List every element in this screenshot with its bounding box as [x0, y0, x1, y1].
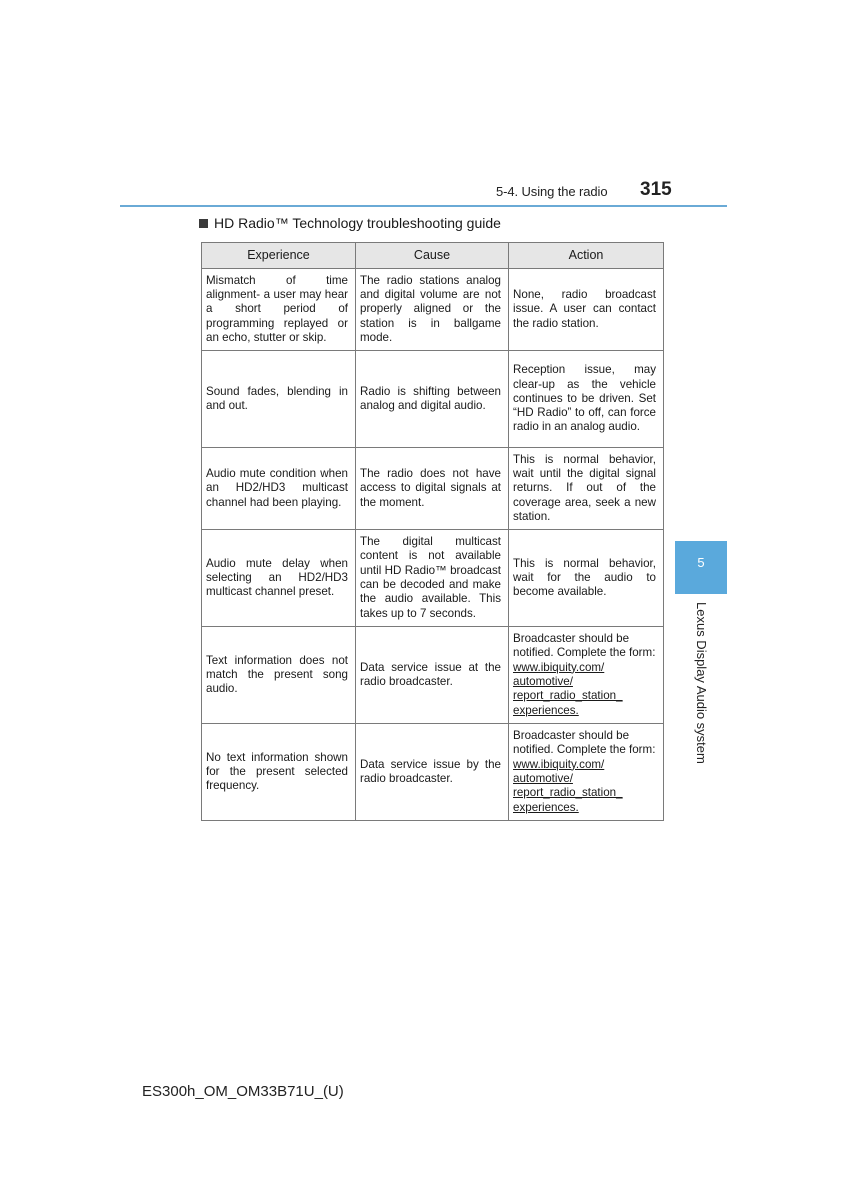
chapter-label: Lexus Display Audio system	[694, 602, 709, 764]
document-id: ES300h_OM_OM33B71U_(U)	[142, 1083, 344, 1100]
form-link-part[interactable]: automotive/	[513, 772, 573, 785]
table-header-row	[202, 243, 664, 269]
action-cell: This is normal behavior, wait for the audio to become available.	[509, 530, 664, 627]
experience-cell: Sound fades, blending in and out.	[202, 351, 356, 448]
cause-cell: Radio is shifting between analog and digital audio.	[356, 351, 509, 448]
form-link-part[interactable]: experiences.	[513, 703, 579, 717]
experience-cell: No text information shown for the present selected frequency.	[202, 724, 356, 821]
experience-cell: Mismatch of time alignment- a user may hear a short period of programming replayed or an echo, stutter or skip.	[202, 269, 356, 351]
table-row	[202, 351, 664, 448]
action-cell: None, radio broadcast issue. A user can contact the radio station.	[509, 269, 664, 351]
form-link-part[interactable]: report_radio_station_	[513, 786, 623, 800]
section-header: 5-4. Using the radio	[496, 184, 608, 199]
column-header-cause: Cause	[356, 243, 509, 269]
experience-cell: Audio mute delay when selecting an HD2/HD3 multicast channel preset.	[202, 530, 356, 627]
cause-cell: The radio does not have access to digital signals at the moment.	[356, 448, 509, 530]
action-cell: Reception issue, may clear-up as the vehicle continues to be driven. Set “HD Radio” to off, can force radio in an analog audio.	[509, 351, 664, 448]
chapter-tab[interactable]: 5	[675, 541, 727, 594]
form-link-part[interactable]: automotive/	[513, 675, 573, 688]
table-row	[202, 724, 664, 821]
form-link-part[interactable]: experiences.	[513, 800, 579, 814]
cause-cell: The radio stations analog and digital volume are not properly aligned or the station is in ballgame mode.	[356, 269, 509, 351]
column-header-action: Action	[509, 243, 664, 269]
cause-cell: The digital multicast content is not available until HD Radio™ broadcast can be decoded and make the audio available. This takes up to 7 seconds.	[356, 530, 509, 627]
experience-cell: Audio mute condition when an HD2/HD3 multicast channel had been playing.	[202, 448, 356, 530]
column-header-experience: Experience	[202, 243, 356, 269]
action-text: Broadcaster should be notified. Complete the form:	[513, 632, 656, 660]
header-divider	[120, 205, 727, 207]
form-link-part[interactable]: www.ibiquity.com/	[513, 660, 605, 674]
table-row	[202, 530, 664, 627]
cause-cell: Data service issue at the radio broadcaster.	[356, 627, 509, 724]
table-row	[202, 627, 664, 724]
action-cell: This is normal behavior, wait until the digital signal returns. If out of the coverage area, seek a new station.	[509, 448, 664, 530]
table-row	[202, 448, 664, 530]
form-link-part[interactable]: report_radio_station_	[513, 689, 623, 703]
square-bullet-icon	[199, 219, 208, 228]
action-text: Broadcaster should be notified. Complete the form:	[513, 729, 656, 757]
troubleshooting-table	[201, 242, 664, 821]
section-title-text: HD Radio™ Technology troubleshooting guide	[214, 215, 501, 231]
form-link-part[interactable]: www.ibiquity.com/	[513, 757, 605, 771]
cause-cell: Data service issue by the radio broadcaster.	[356, 724, 509, 821]
experience-cell: Text information does not match the present song audio.	[202, 627, 356, 724]
page-number: 315	[640, 179, 672, 200]
action-cell	[509, 724, 664, 821]
table-row	[202, 269, 664, 351]
action-cell	[509, 627, 664, 724]
section-title	[199, 215, 501, 231]
